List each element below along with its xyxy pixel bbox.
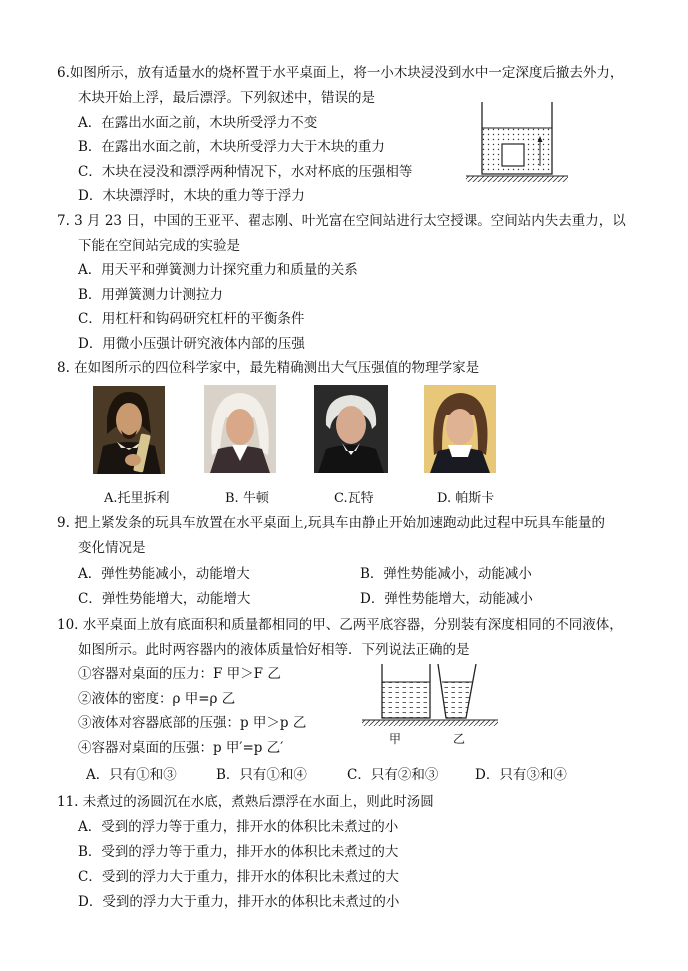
q11-option-d: D．受到的浮力大于重力，排开水的体积比未煮过的小 (78, 894, 400, 910)
q10-item-3: ③液体对容器底部的压强：p 甲＞p 乙 (78, 715, 307, 731)
q8-caption-c: C.瓦特 (334, 491, 374, 506)
torricelli-portrait-image (93, 386, 165, 474)
q8-caption-b: B. 牛顿 (225, 491, 269, 506)
q9-stem-line1: 9. 把上紧发条的玩具车放置在水平桌面上,玩具车由静止开始加速跑动此过程中玩具车能量的 (57, 515, 605, 531)
q6-option-b: B．在露出水面之前，木块所受浮力大于木块的重力 (78, 139, 385, 155)
q7-option-d: D．用微小压强计研究液体内部的压强 (78, 336, 305, 352)
q8-caption-d: D. 帕斯卡 (437, 491, 495, 506)
q11-stem: 11. 未煮过的汤圆沉在水底，煮熟后漂浮在水面上，则此时汤圆 (57, 794, 434, 810)
q7-option-b: B．用弹簧测力计测拉力 (78, 287, 223, 303)
q11-option-b: B．受到的浮力等于重力，排开水的体积比未煮过的大 (78, 844, 399, 860)
q11-option-a: A．受到的浮力等于重力，排开水的体积比未煮过的小 (78, 819, 399, 835)
q10-option-d: D．只有③和④ (475, 767, 567, 783)
q6-option-d: D．木块漂浮时，木块的重力等于浮力 (78, 188, 305, 204)
q10-option-a: A．只有①和③ (86, 767, 177, 783)
container-label-yi: 乙 (453, 732, 466, 746)
q9-option-b: B．弹性势能减小，动能减小 (360, 566, 532, 582)
q6-option-c: C．木块在浸没和漂浮两种情况下，水对杯底的压强相等 (78, 164, 413, 180)
newton-portrait-image (204, 385, 276, 473)
q6-option-a: A．在露出水面之前，木块所受浮力不变 (78, 115, 318, 131)
q6-stem-line2: 木块开始上浮，最后漂浮。下列叙述中，错误的是 (78, 90, 375, 106)
q7-stem-line1: 7. 3 月 23 日，中国的王亚平、翟志刚、叶光富在空间站进行太空授课。空间站内失去重力，以 (57, 213, 626, 229)
q8-caption-a: A.托里拆利 (104, 491, 170, 506)
pascal-portrait-image (424, 385, 496, 473)
q10-item-2: ②液体的密度：ρ 甲=ρ 乙 (78, 691, 236, 707)
container-label-jia: 甲 (389, 732, 402, 746)
q11-option-c: C．受到的浮力大于重力，排开水的体积比未煮过的大 (78, 869, 399, 885)
watt-portrait-image (314, 385, 388, 473)
two-containers-figure (360, 660, 500, 752)
q10-item-4: ④容器对桌面的压强：p 甲′=p 乙′ (78, 740, 284, 756)
q7-option-c: C．用杠杆和钩码研究杠杆的平衡条件 (78, 311, 305, 327)
beaker-with-wood-block-figure (462, 98, 572, 184)
q10-stem-line1: 10. 水平桌面上放有底面积和质量都相同的甲、乙两平底容器，分别装有深度相同的不同液体， (57, 617, 623, 633)
q10-stem-line2: 如图所示。此时两容器内的液体质量恰好相等．下列说法正确的是 (78, 642, 470, 658)
q10-option-b: B．只有①和④ (216, 767, 307, 783)
q9-option-c: C．弹性势能增大，动能增大 (78, 591, 251, 607)
q9-option-d: D．弹性势能增大，动能减小 (360, 591, 533, 607)
q7-stem-line2: 下能在空间站完成的实验是 (78, 238, 240, 254)
q7-option-a: A．用天平和弹簧测力计探究重力和质量的关系 (78, 262, 358, 278)
q9-stem-line2: 变化情况是 (78, 540, 146, 556)
q10-option-c: C．只有②和③ (347, 767, 439, 783)
q6-stem-line1: 6.如图所示，放有适量水的烧杯置于水平桌面上，将一小木块浸没到水中一定深度后撤去外力， (57, 65, 624, 81)
q10-item-1: ①容器对桌面的压力：F 甲＞F 乙 (78, 666, 281, 682)
q8-stem: 8. 在如图所示的四位科学家中，最先精确测出大气压强值的物理学家是 (57, 360, 480, 376)
q9-option-a: A．弹性势能减小，动能增大 (78, 566, 250, 582)
